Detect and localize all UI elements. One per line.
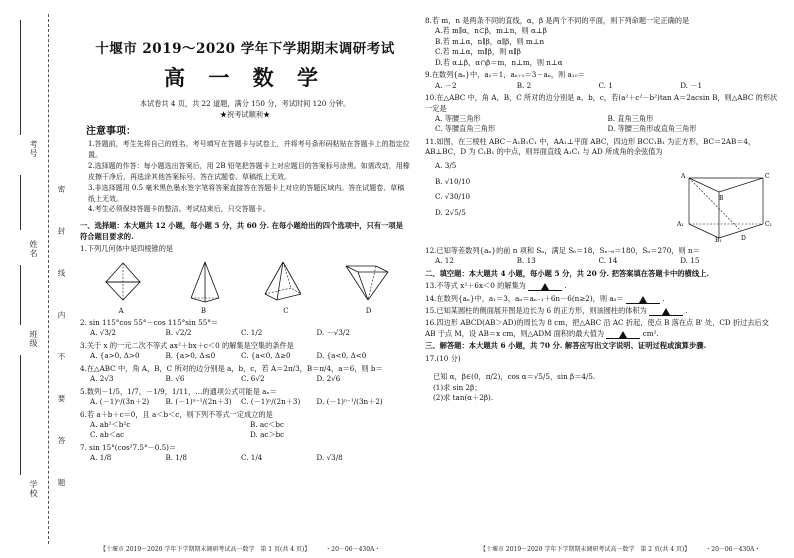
solid-c-icon (261, 260, 305, 304)
question-16 (425, 318, 780, 339)
q2-options (80, 328, 410, 338)
option: C. √30/10 (435, 192, 471, 202)
q16-text: 16.四边形 ABCD(AB＞AD)的周长为 8 cm，把△ABC 沿 AC 折起，使点 B 落在点 B' 处，CD 折过去后交 AB 于点 M，设 AB＝x cm，则△ADM 面积的最大值为 (425, 318, 769, 338)
option: C.若 m⊥α，m∥β，则 α∥β (435, 47, 521, 57)
question-1: 1.下列几何体中是四棱锥的是 (80, 244, 174, 254)
option: A. 等腰三角形 (435, 113, 481, 123)
option: D. (－1)ⁿ⁻¹/(3n＋2) (316, 397, 383, 407)
exam-wish: ★祝考试顺利★ (219, 110, 271, 120)
prism-figure (675, 160, 775, 242)
q17-body: 已知 α，β∈(0，π/2)，cos α＝√5/5，sin β＝4/5. (433, 372, 596, 382)
question-11: 11.如图，在三棱柱 ABC－A₁B₁C₁ 中，AA₁⊥平面 ABC，四边形 BCC₁B₁ 为正方形，BC＝2AB＝4，AB⊥BC，D 为 C₁B₁ 的中点，则异面直线 A₁C₁ 与 AD 所成角的余弦值为 (425, 136, 756, 157)
option: C. ab＜ac (90, 430, 125, 440)
q1-label-a: A (118, 306, 124, 315)
triangle-icon (541, 283, 549, 290)
question-4: 4.在△ABC 中，角 A，B，C 所对的边分别是 a，b，c，若 A＝2π/3，B＝π/4，a＝6，则 b＝ (80, 363, 383, 373)
fig-label-c: C (765, 172, 770, 180)
left-column (80, 14, 410, 464)
question-3: 3.关于 x 的一元二次不等式 ax²＋bx＋c＜0 的解集是空集的条件是 (80, 340, 294, 350)
fig-label-b1: B₁ (715, 236, 722, 242)
q17-part2: (2)求 tan(α＋2β). (433, 393, 494, 403)
triangle-icon (662, 308, 670, 315)
q1-shapes (80, 258, 410, 306)
option: C. 等腰直角三角形 (435, 124, 496, 134)
seal-dashed-line (48, 14, 49, 544)
q7-options (80, 453, 410, 463)
question-17: 17.(10 分) (425, 353, 461, 363)
option: B.若 m⊥α，n∥β，α∥β，则 m⊥n (435, 36, 545, 46)
fig-label-b: B (719, 194, 724, 202)
section3-heading: 三、解答题：本大题共 6 小题，共 70 分. 解答应写出文字说明、证明过程或演算步骤. (425, 341, 707, 351)
q5-options (80, 397, 410, 407)
fig-label-a1: A₁ (677, 220, 684, 228)
label-kaohao: 考号 (29, 140, 38, 158)
question-7: 7. sin 15°(cos²7.5°－0.5)＝ (80, 442, 177, 452)
footer-right: 【十堰市 2019～2020 学年下学期期末调研考试高一数学 第 2 页(共 4 页)】 ・20－06－430A・ (480, 546, 761, 553)
option: B. 13 (516, 256, 536, 266)
q12-options (425, 256, 780, 266)
kaochang-line (20, 175, 22, 230)
option: D. √3/8 (316, 453, 343, 463)
xingming-line (20, 265, 22, 325)
option: A. ab²＜b²c (90, 419, 131, 429)
q8-options (425, 26, 780, 68)
solid-b-icon (185, 260, 225, 304)
right-column (425, 14, 780, 404)
q1-label-c: C (283, 306, 289, 315)
option: C. 1/4 (241, 453, 263, 463)
answer-blank (606, 330, 640, 339)
option: A. 1/8 (90, 453, 112, 463)
option: D. 2√6 (316, 374, 341, 384)
option: D. －√3/2 (316, 328, 350, 338)
q11-block (425, 158, 780, 244)
question-12: 12.已知等差数列{aₙ}的前 n 项和 Sₙ，满足 S₆＝18，Sₙ₋₆＝180，Sₙ＝270，则 n＝ (425, 245, 700, 255)
option: D. －1 (680, 80, 703, 90)
q16-unit: cm². (642, 328, 659, 338)
option: C. {a<0, Δ≥0 (241, 351, 291, 361)
notice-item: 1.答题前，考生先将自己的姓名、考号填写在答题卡与试卷上，并将考号条形码粘贴在答题卡上的指定位置。 (88, 140, 410, 160)
option: A. 2√3 (90, 374, 114, 384)
solid-d-icon (342, 260, 392, 304)
solid-a-icon (98, 260, 148, 304)
q4-options (80, 374, 410, 384)
answer-blank (626, 295, 660, 304)
q14-text: 14.在数列{aₙ}中，a₁＝3，aₙ＝aₙ₋₁＋6n－6(n≥2)，则 a₃＝ (425, 293, 624, 303)
q15-text: 15.已知某圆柱的侧面展开图是边长为 6 的正方形，则该圆柱的体积为 (425, 306, 647, 316)
notice-heading: 注意事项： (86, 125, 136, 137)
footer-left: 【十堰市 2019～2020 学年下学期期末调研考试高一数学 第 1 页(共 4 页)】 ・20－06－430A・ (100, 546, 381, 553)
question-14: 14.在数列{aₙ}中，a₁＝3，aₙ＝aₙ₋₁＋6n－6(n≥2)，则 a₃＝ . (425, 293, 665, 303)
q10-options (425, 114, 780, 135)
option: A. {a>0, Δ>0 (90, 351, 140, 361)
label-xingming: 姓名 (29, 240, 38, 258)
fig-label-d: D (741, 234, 746, 242)
option: D.若 α⊥β，α∩β＝m，n⊥m，则 n⊥α (435, 57, 563, 67)
triangle-icon (619, 331, 627, 338)
binding-margin (0, 0, 70, 558)
section1-heading: 一、选择题：本大题共 12 小题，每小题 5 分，共 60 分. 在每小题给出的四个选项中，只有一项是符合题目要求的. (80, 221, 403, 241)
section2-heading: 二、填空题：本大题共 4 小题，每小题 5 分，共 20 分. 把答案填在答题卡中的横线上. (425, 268, 709, 278)
question-8: 8.若 m，n 是两条不同的直线，α，β 是两个不同的平面，则下列命题一定正确的是 (425, 16, 690, 25)
q9-options (425, 81, 780, 91)
exam-title: 十堰市 2019～2020 学年下学期期末调研考试 (95, 41, 395, 57)
option: A. 12 (435, 256, 454, 266)
option: D. ac＞bc (250, 430, 285, 440)
option: B. √10/10 (435, 176, 471, 186)
notice-item: 3.非选择题用 0.5 毫米黑色墨水签字笔将答案直接答在答题卡上对应的答题区域内。答在试题卷、草稿纸上无效。 (88, 183, 405, 203)
option: C. 1 (598, 80, 613, 90)
q1-label-b: B (200, 306, 206, 315)
question-15: 15.已知某圆柱的侧面展开图是边长为 6 的正方形，则该圆柱的体积为 . (425, 306, 688, 316)
label-banji: 班级 (29, 330, 38, 348)
option: D. 2√5/5 (435, 208, 466, 218)
option: C. 6√2 (241, 374, 265, 384)
option: A. 3/5 (435, 160, 457, 170)
q17-part1: (1)求 sin 2β； (433, 382, 482, 392)
option: D. 等腰三角形或直角三角形 (607, 124, 697, 134)
option: A. －2 (435, 80, 457, 90)
answer-blank (528, 282, 562, 291)
option: B. √6 (165, 374, 185, 384)
seal-warning: 密 封 线 内 不 要 答 题 (57, 185, 66, 502)
option: B. √2/2 (165, 328, 192, 338)
option: A. (－1)ⁿ/(3n＋2) (90, 397, 150, 407)
option: C. 14 (598, 256, 618, 266)
exam-intro: 本试卷共 4 页，共 22 道题，满分 150 分，考试时间 120 分钟。 (139, 99, 351, 108)
fig-label-c1: C₁ (765, 220, 772, 228)
option: B. ac＜bc (250, 419, 284, 429)
option: B. 直角三角形 (607, 113, 654, 123)
exam-subject: 高 一 数 学 (164, 64, 326, 90)
q1-label-d: D (365, 306, 372, 315)
q3-options (80, 351, 410, 361)
option: D. {a<0, Δ<0 (316, 351, 367, 361)
question-5: 5.数列－1/5，1/7，－1/9，1/11，…的通项公式可能是 aₙ＝ (80, 386, 277, 396)
option: B. 2 (516, 80, 532, 90)
question-2: 2. sin 115°cos 55°－cos 115°sin 55°＝ (80, 318, 219, 328)
question-6: 6.若 a＋b＋c＝0，且 a＜b＜c，则下列不等式一定成立的是 (80, 409, 273, 419)
option: A.若 m∥α，n⊂β，m⊥n，则 α⊥β (435, 26, 547, 36)
question-13: 13.不等式 x²＋6x＜0 的解集为 . (425, 281, 567, 291)
option: A. √3/2 (90, 328, 116, 338)
option: B. (－1)ⁿ⁻¹/(2n＋3) (165, 397, 232, 407)
fig-label-a: A (681, 172, 686, 180)
option: C. (－1)ⁿ/(2n＋3) (241, 397, 301, 407)
option: B. 1/8 (165, 453, 187, 463)
answer-blank (649, 307, 683, 316)
banji-line (20, 355, 22, 475)
q1-labels (80, 306, 410, 316)
option: D. 15 (680, 256, 700, 266)
question-9: 9.在数列{aₙ}中，a₁＝1，aₙ₊₁＝3－aₙ，则 a₁₀＝ (425, 70, 585, 80)
q13-text: 13.不等式 x²＋6x＜0 的解集为 (425, 281, 526, 291)
q6-options (80, 420, 410, 441)
triangle-icon (639, 296, 647, 303)
notice-item: 2.选择题的作答：每小题选出答案后，用 2B 铅笔把答题卡上对应题目的答案标号涂黑。如需改动，用橡皮擦干净后，再选涂其他答案标号。答在试题卷、草稿纸上无效。 (88, 162, 410, 181)
option: B. {a>0, Δ≤0 (165, 351, 216, 361)
label-xuexiao: 学校 (29, 480, 38, 498)
kaohao-line (20, 20, 22, 135)
notice-item: 4.考生必须保持答题卡的整洁。考试结束后，只交答题卡。 (88, 205, 270, 214)
option: C. 1/2 (241, 328, 263, 338)
question-10: 10.在△ABC 中，角 A，B，C 所对的边分别是 a，b，c，若(a²＋c²－b²)tan A＝2acsin B，则△ABC 的形状一定是 (425, 93, 778, 113)
